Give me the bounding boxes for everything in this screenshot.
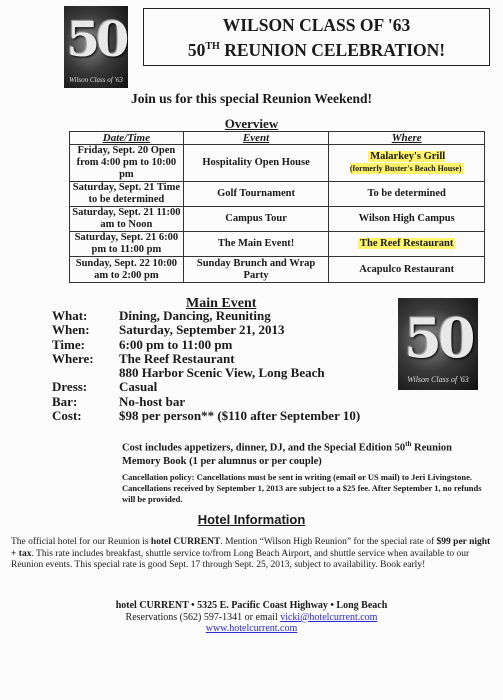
row-date: Saturday, Sept. 21 11:00 am to Noon	[70, 207, 184, 232]
row-date: Saturday, Sept. 21 Time to be determined	[70, 182, 184, 207]
detail-dress: Dress: Casual	[52, 379, 158, 395]
table-row	[70, 207, 485, 232]
detail-time: Time: 6:00 pm to 11:00 pm	[52, 336, 233, 352]
row-where: Wilson High Campus	[329, 207, 485, 232]
row-date: Sunday, Sept. 22 10:00 am to 2:00 pm	[70, 257, 184, 283]
row-date: Friday, Sept. 20 Open from 4:00 pm to 10:00 pm	[70, 145, 184, 182]
hotel-reservations: Reservations (562) 597-1341 or email vicki@hotelcurrent.com	[125, 611, 378, 623]
event-details	[52, 309, 360, 423]
table-row	[70, 145, 485, 182]
logo-top	[64, 6, 128, 88]
schedule-table	[69, 131, 485, 283]
row-date: Saturday, Sept. 21 6:00 pm to 11:00 pm	[70, 232, 184, 257]
detail-what: What: Dining, Dancing, Reuniting	[52, 308, 271, 323]
logo-caption: Wilson Class of '63	[69, 76, 123, 84]
row-event: Sunday Brunch and Wrap Party	[183, 257, 329, 283]
hotel-contact	[0, 600, 503, 635]
title-line-2: 50TH REUNION CELEBRATION!	[187, 39, 446, 60]
col-header-where: Where	[329, 132, 485, 145]
detail-when: When: Saturday, September 21, 2013	[52, 322, 285, 338]
table-row	[70, 232, 485, 257]
detail-cost: Cost: $98 per person** ($110 after September 10)	[52, 408, 361, 424]
col-header-event: Event	[183, 132, 329, 145]
hotel-website-link[interactable]: www.hotelcurrent.com	[205, 623, 298, 634]
detail-where: Where: The Reef Restaurant	[52, 350, 235, 366]
row-event: Campus Tour	[183, 207, 329, 232]
cost-note: Cost includes appetizers, dinner, DJ, and the Special Edition 50th Reunion Memory Book (1 per alumnus or per couple)	[122, 440, 452, 467]
row-where	[329, 145, 485, 182]
title-box	[143, 8, 490, 66]
detail-where-address: 880 Harbor Scenic View, Long Beach	[119, 365, 325, 381]
detail-bar: Bar: No-host bar	[52, 393, 186, 409]
row-event: The Main Event!	[183, 232, 329, 257]
overview-heading: Overview	[224, 116, 279, 131]
join-heading: Join us for this special Reunion Weekend!	[130, 91, 373, 106]
cancellation-policy: Cancellation policy: Cancellations must be sent in writing (email or US mail) to Jeri Livingstone. Cancellations received by September 1, 2013 are subject to a $25 fee. After September 1, no refunds will be provided.	[122, 472, 482, 504]
table-row	[70, 257, 485, 283]
row-where: Acapulco Restaurant	[329, 257, 485, 283]
logo-side	[398, 298, 478, 390]
logo-caption: Wilson Class of '63	[407, 375, 469, 384]
row-event: Hospitality Open House	[183, 145, 329, 182]
table-row	[70, 182, 485, 207]
venue-highlight: Malarkey's Grill (formerly Buster's Beach House)	[349, 151, 462, 173]
hotel-heading: Hotel Information	[197, 512, 306, 527]
row-event: Golf Tournament	[183, 182, 329, 207]
title-line-1: WILSON CLASS OF '63	[222, 15, 411, 35]
venue-highlight: The Reef Restaurant	[360, 238, 454, 249]
logo-numeral: 50	[66, 12, 126, 68]
logo-numeral: 50	[404, 306, 472, 370]
hotel-email-link[interactable]: vicki@hotelcurrent.com	[280, 611, 378, 623]
hotel-paragraph: The official hotel for our Reunion is hotel CURRENT. Mention “Wilson High Reunion” for the special rate of $99 per night + tax. This rate includes breakfast, shuttle service to/from Long Beach Airport, and shuttle service when available to our Reunion events. This special rate is good Sept. 17 through Sept. 25, 2013, subject to availability. Book early!	[11, 537, 491, 570]
main-event-heading: Main Event	[186, 296, 257, 311]
col-header-date: Date/Time	[70, 132, 184, 145]
hotel-address: hotel CURRENT • 5325 E. Pacific Coast Highway • Long Beach	[115, 600, 388, 611]
row-where	[329, 232, 485, 257]
row-where: To be determined	[329, 182, 485, 207]
